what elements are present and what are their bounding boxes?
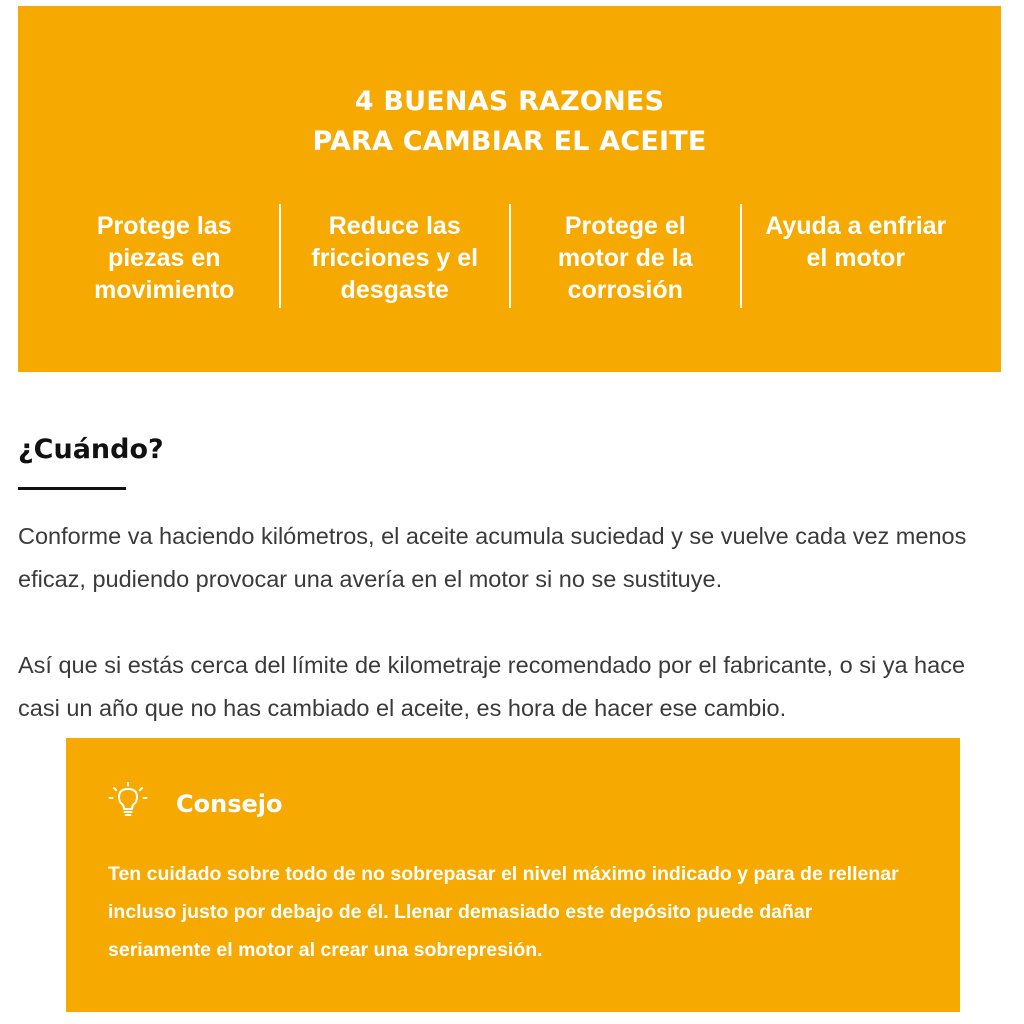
reason-label: Protege las piezas en movimiento	[94, 212, 235, 304]
section-title-underline	[18, 487, 126, 490]
section-title: ¿Cuándo?	[18, 434, 164, 465]
reasons-list	[50, 204, 970, 308]
section-paragraph-2: Así que si estás cerca del límite de kilometraje recomendado por el fabricante, o si ya hace casi un año que no has cambiado el aceite, es hora de hacer ese cambio.	[18, 652, 966, 721]
reason-item-protect-parts	[50, 204, 279, 308]
reason-label: Protege el motor de la corrosión	[557, 212, 693, 304]
reason-item-protect-corrosion	[509, 204, 740, 308]
reason-item-reduce-friction	[279, 204, 510, 308]
banner-title-line-1: 4 BUENAS RAZONES	[354, 86, 665, 117]
tip-box	[66, 738, 960, 1012]
lightbulb-icon	[108, 782, 148, 822]
section-paragraph-1: Conforme va haciendo kilómetros, el aceite acumula suciedad y se vuelve cada vez menos eficaz, pudiendo provocar una avería en el motor si no se sustituye.	[18, 523, 967, 592]
reason-label: Reduce las fricciones y el desgaste	[311, 212, 479, 304]
reason-item-cool-engine	[740, 204, 971, 308]
tip-text: Ten cuidado sobre todo de no sobrepasar el nivel máximo indicado y para de rellenar incluso justo por debajo de él. Llenar demasiado este depósito puede dañar seriamente el motor al crear una sobrepresión.	[108, 863, 899, 961]
banner-title-line-2: PARA CAMBIAR EL ACEITE	[312, 126, 707, 157]
banner-title	[18, 82, 1001, 162]
tip-title: Consejo	[176, 790, 283, 818]
reasons-banner	[18, 6, 1001, 372]
reason-label: Ayuda a enfriar el motor	[765, 212, 947, 272]
